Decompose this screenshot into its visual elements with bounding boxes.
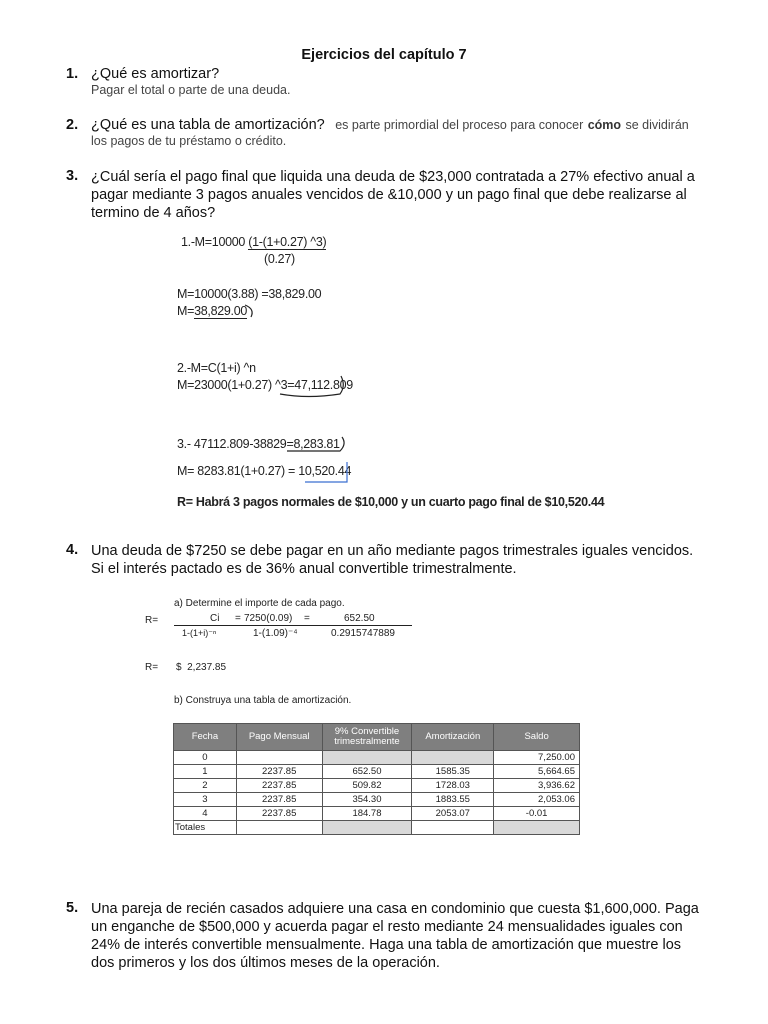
- question-3-line1: ¿Cuál sería el pago final que liquida una deuda de $23,000 contratada a 27% efectivo anual a: [91, 169, 695, 185]
- q3-step1-numerator: (1-(1+0.27) ^3): [248, 235, 327, 249]
- cell-fecha: 4: [174, 807, 237, 821]
- question-2-answer-bold: cómo: [587, 118, 622, 132]
- question-2-answer-line2: los pagos de tu préstamo o crédito.: [91, 134, 287, 148]
- q4-r-label: R=: [145, 615, 159, 626]
- cell-interes: [322, 751, 412, 765]
- q4-formula-den2: 1-(1.09)⁻⁴: [253, 628, 298, 639]
- cell-amortizacion: [412, 751, 494, 765]
- table-row: [174, 807, 580, 821]
- q3-step1-prefix: 1.-M=10000: [181, 235, 246, 249]
- cell-interes: 509.82: [322, 779, 412, 793]
- amortization-table: [173, 723, 580, 835]
- header-fecha: Fecha: [174, 724, 237, 751]
- q3-step2-line2-value: 47,112.809: [294, 378, 353, 392]
- q3-step3-line2-prefix: M= 8283.81(1+0.27) =: [177, 464, 296, 478]
- cell-saldo: 2,053.06: [494, 793, 580, 807]
- q3-step1-denominator: (0.27): [264, 252, 295, 266]
- cell-totals-label: Totales: [174, 821, 237, 835]
- cell-amortizacion: 2053.07: [412, 807, 494, 821]
- page-title: Ejercicios del capítulo 7: [301, 47, 467, 63]
- header-pago-mensual: Pago Mensual: [236, 724, 322, 751]
- question-2-answer-b: se dividirán: [625, 118, 689, 132]
- q3-step3-underline-mark: [285, 434, 355, 456]
- question-4-number: 4.: [66, 542, 79, 558]
- q4-part-b-label: b) Construya una tabla de amortización.: [174, 695, 352, 706]
- question-1-answer: Pagar el total o parte de una deuda.: [91, 83, 291, 97]
- header-amortizacion: Amortización: [412, 724, 494, 751]
- q4-formula-fraction-bar: [174, 625, 412, 626]
- q4-formula-num3: 652.50: [344, 613, 375, 624]
- question-2-number: 2.: [66, 117, 79, 133]
- cell-saldo: 7,250.00: [494, 751, 580, 765]
- cell-pago: 2237.85: [236, 765, 322, 779]
- cell-totals-pago: [236, 821, 322, 835]
- q3-step1-line3-value: 38,829.00: [194, 304, 248, 318]
- cell-totals-saldo: [494, 821, 580, 835]
- table-row: [174, 765, 580, 779]
- cell-totals-interes: [322, 821, 412, 835]
- cell-saldo: 5,664.65: [494, 765, 580, 779]
- question-2-line1: [91, 116, 689, 134]
- question-3-line2: pagar mediante 3 pagos anuales vencidos de &10,000 y un pago final que debe realizarse al: [91, 187, 687, 203]
- cell-pago: [236, 751, 322, 765]
- cell-totals-amortizacion: [412, 821, 494, 835]
- q3-step1-line3: [177, 304, 247, 318]
- question-5-line3: 24% de interés convertible mensualmente. Haga una tabla de amortización que muestre los: [91, 937, 682, 953]
- question-1-number: 1.: [66, 66, 79, 82]
- question-4-line2: Si el interés pactado es de 36% anual convertible trimestralmente.: [91, 561, 517, 577]
- q3-step2-underline-mark: [278, 372, 348, 402]
- q3-result: R= Habrá 3 pagos normales de $10,000 y un cuarto pago final de $10,520.44: [177, 495, 605, 509]
- question-1-text: ¿Qué es amortizar?: [91, 66, 220, 82]
- cell-interes: 652.50: [322, 765, 412, 779]
- question-3-line3: termino de 4 años?: [91, 205, 216, 221]
- question-2-text: ¿Qué es una tabla de amortización?: [91, 117, 325, 133]
- cell-saldo: -0.01: [494, 807, 580, 821]
- cell-saldo: 3,936.62: [494, 779, 580, 793]
- cell-interes: 354.30: [322, 793, 412, 807]
- q3-step3-line1-value: 8,283.81: [293, 437, 340, 451]
- q3-step1-line3-prefix: M=: [177, 304, 195, 318]
- cell-fecha: 1: [174, 765, 237, 779]
- question-4-line1: Una deuda de $7250 se debe pagar en un año mediante pagos trimestrales iguales vencidos.: [91, 543, 694, 559]
- q4-formula-num2: 7250(0.09): [244, 613, 293, 624]
- question-5-line4: dos primeros y los dos últimos meses de la operación.: [91, 955, 440, 971]
- cell-amortizacion: 1585.35: [412, 765, 494, 779]
- cell-pago: 2237.85: [236, 793, 322, 807]
- question-5-number: 5.: [66, 900, 79, 916]
- cell-fecha: 2: [174, 779, 237, 793]
- table-totals-row: [174, 821, 580, 835]
- q3-step1-formula: [181, 235, 326, 249]
- q4-r2-label: R=: [145, 662, 159, 673]
- header-saldo: Saldo: [494, 724, 580, 751]
- q4-formula-eq2: =: [304, 613, 310, 624]
- question-3-number: 3.: [66, 168, 79, 184]
- table-row: [174, 779, 580, 793]
- cell-pago: 2237.85: [236, 807, 322, 821]
- table-header-row: [174, 724, 580, 751]
- q4-part-a-label: a) Determine el importe de cada pago.: [174, 598, 345, 609]
- table-row: [174, 751, 580, 765]
- q3-step3-line1-prefix: 3.- 47112.809-38829=: [177, 437, 294, 451]
- cell-fecha: 3: [174, 793, 237, 807]
- cell-amortizacion: 1883.55: [412, 793, 494, 807]
- q3-step1-bracket-mark: [243, 303, 257, 319]
- q4-formula-den3: 0.2915747889: [331, 628, 395, 639]
- question-2-answer-a: es parte primordial del proceso para conocer: [335, 118, 584, 132]
- cell-amortizacion: 1728.03: [412, 779, 494, 793]
- question-5-line2: un enganche de $500,000 y acuerda pagar el resto mediante 24 mensualidades iguales con: [91, 919, 683, 935]
- table-row: [174, 793, 580, 807]
- q3-step3-box-mark: [303, 460, 353, 486]
- q4-formula-ci: Ci: [210, 613, 220, 624]
- question-5-line1: Una pareja de recién casados adquiere una casa en condominio que cuesta $1,600,000. Paga: [91, 901, 699, 917]
- q3-step2-line1: 2.-M=C(1+i) ^n: [177, 361, 256, 375]
- header-interes: 9% Convertible trimestralmente: [322, 724, 412, 751]
- q4-formula-den1: 1-(1+i)⁻ⁿ: [182, 628, 217, 638]
- cell-fecha: 0: [174, 751, 237, 765]
- cell-interes: 184.78: [322, 807, 412, 821]
- q4-formula-eq1: =: [235, 613, 241, 624]
- cell-pago: 2237.85: [236, 779, 322, 793]
- q3-step1-line2: M=10000(3.88) =38,829.00: [177, 287, 322, 301]
- q3-step2-line2-prefix: M=23000(1+0.27) ^3=: [177, 378, 295, 392]
- q4-r2-value: $ 2,237.85: [176, 662, 227, 673]
- q3-step3-line2-value: 10,520.44: [298, 464, 352, 478]
